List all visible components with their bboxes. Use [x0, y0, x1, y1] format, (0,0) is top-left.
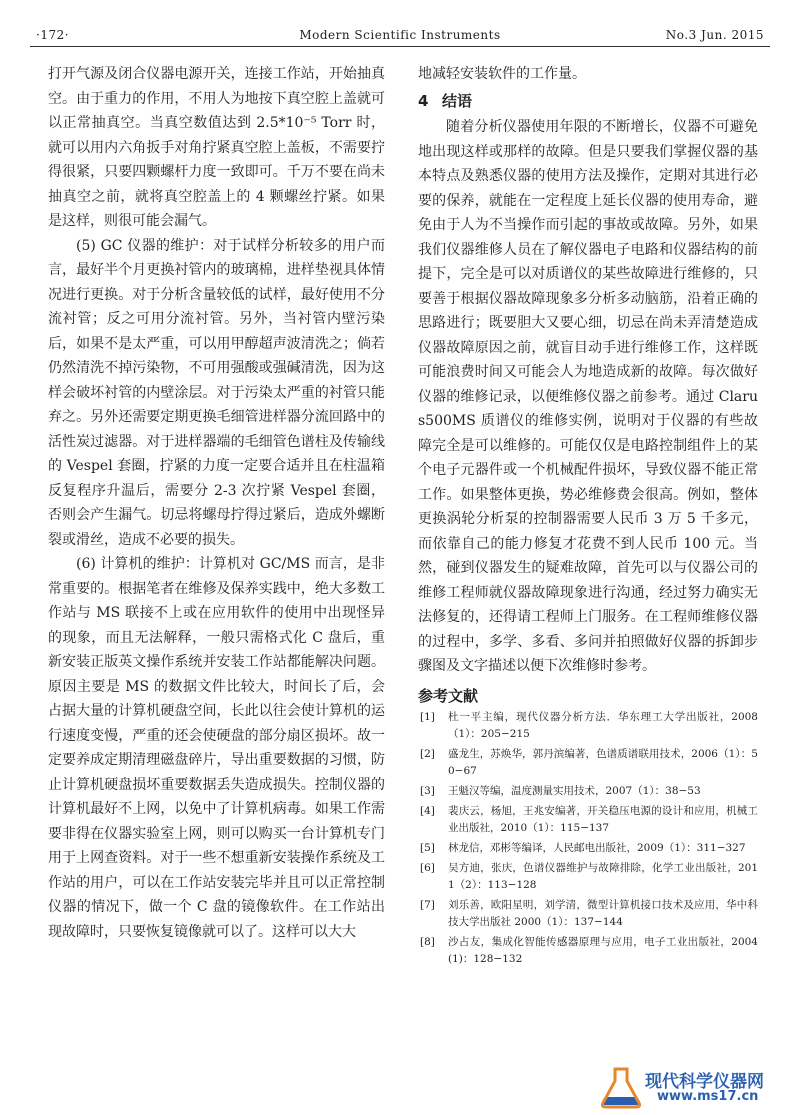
paragraph-computer-maintenance: (6) 计算机的维护：计算机对 GC/MS 而言，是非常重要的。根据笔者在维修及保养实践中，绝大多数工作站与 MS 联接不上或在应用软件的使用中出现怪异的现象，而且无法解释，一般只需格式化 C 盘后，重新安装正版英文操作系统并安装工作站都能解决问题。原因主要是 MS 的数据文件比较大，时间长了后，会占据大量的计算机硬盘空间，长此以往会使计算机的运行速度变慢，严重的还会使硬盘的部分扇区损坏。故一定要养成定期清理磁盘碎片，导出重要数据的习惯，防止计算机硬盘损坏重要数据丢失造成损失。控制仪器的计算机最好不上网，以免中了计算机病毒。如果工作需要非得在仪器实验室上网，则可以购买一台计算机专门用于上网查资料。对于一些不想重新安装操作系统及工作站的用户，可以在工作站安装完毕并且可以正常控制仪器的情况下，做一个 C 盘的镜像软件。在工作站出现故障时，只要恢复镜像就可以了。这样可以大大	[48, 556, 385, 940]
reference-item	[418, 709, 758, 743]
reference-text: 沙占友，集成化智能传感器原理与应用，电子工业出版社，2004(1)：128−132	[448, 935, 758, 965]
reference-text: 林龙信，邓彬等编译，人民邮电出版社，2009（1）：311−327	[448, 841, 746, 854]
section-heading-conclusion	[418, 89, 758, 114]
section-title: 结语	[442, 91, 473, 110]
running-header	[30, 24, 770, 47]
reference-text: 刘乐善，欧阳星明，刘学清，微型计算机接口技术及应用，华中科技大学出版社 2000（1）：137−144	[448, 898, 758, 928]
watermark-site-url: www.ms17.cn	[657, 1089, 759, 1104]
reference-text: 盛龙生，苏焕华，郭丹滨编著，色谱质谱联用技术，2006（1）：50−67	[448, 747, 758, 777]
reference-list	[418, 709, 758, 968]
reference-number: [4]	[420, 804, 435, 817]
reference-number: [7]	[420, 898, 435, 911]
reference-item	[418, 783, 758, 800]
reference-number: [1]	[420, 710, 435, 723]
reference-item	[418, 934, 758, 968]
reference-item	[418, 746, 758, 780]
flask-logo-icon	[597, 1065, 649, 1109]
page-number: ·172·	[36, 28, 70, 42]
reference-number: [5]	[420, 841, 435, 854]
reference-number: [8]	[420, 935, 435, 948]
section-number: 4	[418, 91, 429, 110]
reference-number: [3]	[420, 784, 435, 797]
right-column	[418, 62, 758, 971]
reference-item	[418, 803, 758, 837]
reference-number: [6]	[420, 861, 435, 874]
reference-number: [2]	[420, 747, 435, 760]
paragraph-continuation: 地减轻安装软件的工作量。	[418, 66, 586, 82]
paragraph-vacuum: 打开气源及闭合仪器电源开关，连接工作站，开始抽真空。由于重力的作用，不用人为地按下真空腔上盖就可以正常抽真空。当真空数值达到 2.5*10⁻⁵ Torr 时，就可以用内六角扳手对角拧紧真空腔上盖板，不需要拧得很紧，只要四颗螺杆力度一致即可。千万不要在尚未抽真空之前，就将真空腔盖上的 4 颗螺丝拧紧。如果是这样，则很可能会漏气。	[48, 66, 385, 229]
reference-item	[418, 860, 758, 894]
reference-text: 裴庆云，杨旭，王兆安编著，开关稳压电源的设计和应用，机械工业出版社，2010（1）：115−137	[448, 804, 758, 834]
references-title: 参考文献	[418, 686, 479, 705]
reference-text: 吴方迪，张庆，色谱仪器维护与故障排除，化学工业出版社，2011（2）：113−128	[448, 861, 758, 891]
paragraph-gc-maintenance: (5) GC 仪器的维护：对于试样分析较多的用户而言，最好半个月更换衬管内的玻璃棉，进样垫视具体情况进行更换。对于分析含量较低的试样，最好使用不分流衬管；反之可用分流衬管。另外，当衬管内壁污染后，如果不是太严重，可以用甲醇超声波清洗之；倘若仍然清洗不掉污染物，不可用强酸或强碱清洗，因为这样会破坏衬管的内壁涂层。对于污染太严重的衬管只能弃之。另外还需要定期更换毛细管进样器分流回路中的活性炭过滤器。对于进样器端的毛细管色谱柱及传输线的 Vespel 套圈，拧紧的力度一定要合适并且在柱温箱反复程序升温后，需要分 2-3 次拧紧 Vespel 套圈，否则会产生漏气。切忌将螺母拧得过紧后，造成外螺断裂或滑丝，造成不必要的损失。	[48, 237, 385, 548]
reference-text: 王魁汉等编，温度测量实用技术，2007（1）：38−53	[448, 784, 701, 797]
journal-name: Modern Scientific Instruments	[299, 28, 501, 42]
reference-text: 杜一平主编，现代仪器分析方法．华东理工大学出版社，2008（1）：205−215	[448, 710, 758, 740]
left-column	[48, 62, 385, 944]
watermark-site-name: 现代科学仪器网	[645, 1072, 764, 1092]
reference-item	[418, 840, 758, 857]
paragraph-conclusion: 随着分析仪器使用年限的不断增长，仪器不可避免地出现这样或那样的故障。但是只要我们掌握仪器的基本特点及熟悉仪器的使用方法及操作，定期对其进行必要的保养，就能在一定程度上延长仪器的使用寿命，避免由于人为不当操作而引起的事故或故障。另外，如果我们仪器维修人员在了解仪器电子电路和仪器结构的前提下，完全是可以对质谱仪的某些故障进行维修的，只要善于根据仪器故障现象多分析多动脑筋，沿着正确的思路进行；既要胆大又要心细，切忌在尚未弄清楚造成仪器故障原因之前，就盲目动手进行维修工作，这样既可能浪费时间又可能会人为地造成新的故障。每次做好仪器的维修记录，以便维修仪器之前参考。通过 Clarus500MS 质谱仪的维修实例，说明对于仪器的有些故障完全是可以维修的。可能仅仅是电路控制组件上的某个电子元器件或一个机械配件损坏，导致仪器不能正常工作。如果整体更换，势必维修费会很高。例如，整体更换涡轮分析泵的控制器需要人民币 3 万 5 千多元，而依靠自己的能力修复才花费不到人民币 100 元。当然，碰到仪器发生的疑难故障，首先可以与仪器公司的维修工程师就仪器故障现象进行沟通，经过努力确实无法修复的，还得请工程师上门服务。在工程师维修仪器的过程中，多学、多看、多问并拍照做好仪器的拆卸步骤图及文字描述以便下次维修时参考。	[418, 119, 758, 674]
issue-info: No.3 Jun. 2015	[665, 28, 764, 42]
reference-item	[418, 897, 758, 931]
site-watermark	[597, 1065, 792, 1109]
